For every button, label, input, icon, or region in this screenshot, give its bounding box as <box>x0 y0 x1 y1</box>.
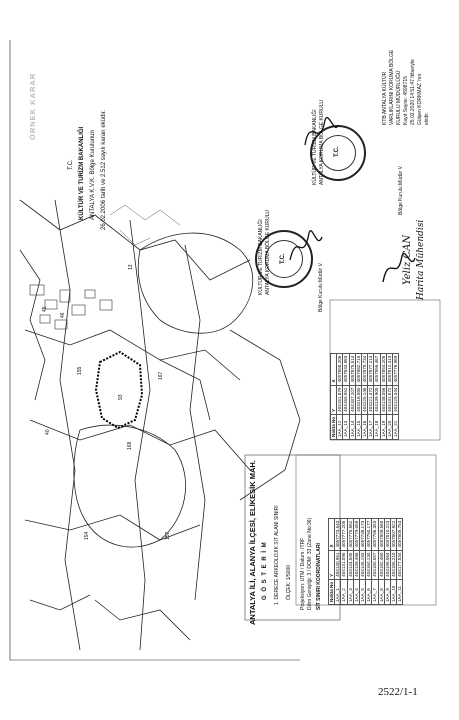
approval-line-1: KTB ANTALYA KÜLTÜR <box>382 71 388 125</box>
table-cell: 4057882.715 <box>355 353 361 385</box>
coords-header-cell: Y <box>329 550 335 579</box>
table-cell: 1AA_2 <box>341 579 347 604</box>
table-cell: 4057779.059 <box>353 518 359 550</box>
table-cell: 404129.344 <box>393 385 399 414</box>
table-cell: 404225.146 <box>362 385 368 414</box>
site-boundary <box>96 352 142 428</box>
table-row <box>374 353 380 439</box>
parcel-label: 155 <box>77 366 83 375</box>
header-org-line2: KÜLTÜR VE TURİZM BAKANLIĞI <box>79 126 85 220</box>
header-org-line3: ANTALYA K.V.K. Bölge Kurulunun <box>90 130 96 220</box>
table-cell: 404160.552 <box>343 385 349 414</box>
table-cell: 4057875.514 <box>349 353 355 385</box>
table-cell: 404145.193 <box>360 550 366 579</box>
approval-line-5: 25.02.2020 14:51:47 Itibariyle <box>410 59 416 125</box>
table-row <box>355 353 361 439</box>
parcel-label: 40 <box>45 429 51 435</box>
table-row <box>386 353 392 439</box>
table-row <box>337 353 343 439</box>
signature-scribble-1 <box>300 105 340 155</box>
table-cell: 1AA_5 <box>360 579 366 604</box>
table-cell: 1AA_20 <box>386 414 392 439</box>
stamp-2-caption: Bölge Kurulu Müdür V. <box>318 262 324 312</box>
coords-table-left <box>328 518 403 605</box>
table-row <box>366 518 372 604</box>
table-row <box>360 518 366 604</box>
table-cell: 1AA_9 <box>384 579 390 604</box>
table-cell: 1AA_8 <box>378 579 384 604</box>
table-row <box>384 518 390 604</box>
table-cell: 404130.951 <box>335 550 341 579</box>
table-row <box>362 353 368 439</box>
table-cell: 404151.879 <box>337 385 343 414</box>
table-cell: 404177.534 <box>397 550 403 579</box>
table-cell: 404131.572 <box>386 385 392 414</box>
header-decision-line: 26.02.2006 tarih ve 2.512 sayılı kararı eküdir. <box>101 109 107 230</box>
table-cell: 404139.486 <box>353 550 359 579</box>
coords-header-cell: Y <box>331 385 337 414</box>
table-cell: 1AA_15 <box>355 414 361 439</box>
parcel-label: 13 <box>128 264 134 270</box>
stamp-2-bottom-text: ANTALYA KORUMA BÖLGE KURULU <box>265 209 271 295</box>
table-cell: 1AA_13 <box>343 414 349 439</box>
table-cell: 4057746.173 <box>360 518 366 550</box>
stamp-1-ring-text: KÜLTÜR VE TURİZM BAKANLIĞI <box>312 109 318 185</box>
table-cell: 1AA_7 <box>372 579 378 604</box>
table-cell: 1AA_1 <box>335 579 341 604</box>
table-cell: 404187.207 <box>349 385 355 414</box>
table-cell: 4057807.922 <box>391 518 397 550</box>
coords-header-cell: X <box>329 518 335 550</box>
parcel-label: 154 <box>84 531 90 540</box>
table-cell: 4057777.205 <box>341 518 347 550</box>
coords-header-cell: Nokta No <box>329 579 335 604</box>
table-row <box>353 518 359 604</box>
table-row <box>341 518 347 604</box>
table-cell: 4057776.969 <box>393 353 399 385</box>
parcel-label: 157 <box>165 531 171 540</box>
table-cell: 4057770.552 <box>347 518 353 550</box>
table-cell: 404218.580 <box>355 385 361 414</box>
coords-table-right <box>330 353 399 440</box>
table-row <box>393 353 399 439</box>
table-row <box>347 518 353 604</box>
table-cell: 1AA_3 <box>347 579 353 604</box>
table-cell: 404195.064 <box>384 550 390 579</box>
table-row <box>335 518 341 604</box>
table-cell: 4057877.213 <box>368 353 374 385</box>
legend-title: G Ö S T E R İ M <box>262 541 268 600</box>
stamp-1-caption: Bölge Kurulu Müdür V. <box>398 165 404 215</box>
table-cell: 404192.460 <box>378 550 384 579</box>
coords-header-cell: X <box>331 353 337 385</box>
table-cell: 404131.095 <box>341 550 347 579</box>
legend-frame <box>245 455 340 620</box>
coords-title: SİT SINIRI KOORDİNATLARI <box>316 543 322 610</box>
table-cell: 404180.557 <box>372 550 378 579</box>
table-cell: 1AA_19 <box>380 414 386 439</box>
table-cell: 4057812.413 <box>386 353 392 385</box>
table-cell: 4057786.353 <box>372 518 378 550</box>
table-cell: 1AA_18 <box>374 414 380 439</box>
table-cell: 4057833.983 <box>343 353 349 385</box>
stamp-2-ring-text: KÜLTÜR VE TURİZM BAKANLIĞI <box>258 219 264 295</box>
parcel-label: 168 <box>127 441 133 450</box>
stamp-1-bottom-text: ANTALYA KORUMA BÖLGE KURULU <box>319 99 325 185</box>
table-cell: 1AA_14 <box>349 414 355 439</box>
scale-text: ÖLÇEK: 1/5000 <box>286 564 292 600</box>
faded-header: ÖRNEK KARAR <box>28 72 37 140</box>
table-row <box>378 518 384 604</box>
table-cell: 1AA_10 <box>391 579 397 604</box>
page-number: 2522/1-1 <box>378 686 418 698</box>
table-cell: 404139.905 <box>374 385 380 414</box>
table-cell: 404160.130 <box>366 550 372 579</box>
table-cell: 4057810.223 <box>384 518 390 550</box>
table-cell: 1AA_4 <box>353 579 359 604</box>
parcel-label: 93 <box>118 394 124 400</box>
approval-line-6: Gülşen KORKMAZ 'nın <box>417 73 423 125</box>
table-cell: 1AA_16 <box>362 414 368 439</box>
table-row <box>397 518 403 604</box>
table-row <box>380 353 386 439</box>
table-row <box>349 353 355 439</box>
signature-scribble-2 <box>285 215 325 270</box>
approval-line-2: VARLIKLARINI KORUMA BÖLGE <box>389 49 395 125</box>
table-cell: 4057854.205 <box>380 353 386 385</box>
table-cell: 1AA_17 <box>368 414 374 439</box>
table-cell: 4057750.177 <box>366 518 372 550</box>
table-row <box>368 353 374 439</box>
table-cell: 1AA_12 <box>337 414 343 439</box>
site-title: ANTALYA İLİ, ALANYA İLÇESİ, ELİKESİK MAH. <box>248 460 257 625</box>
table-cell: 4057773.543 <box>335 518 341 550</box>
parcel-label: 167 <box>158 371 164 380</box>
approval-line-3: KURULU MÜDÜRLÜĞÜ <box>396 70 402 125</box>
stamp-1-top-text: T.C. <box>334 146 340 157</box>
signature-name: Yeliz CAN <box>402 234 413 285</box>
table-cell: 404221.372 <box>368 385 374 414</box>
parcel-label: 45 <box>42 306 48 312</box>
coords-header-cell: Nokta No <box>331 414 337 439</box>
table-row <box>343 353 349 439</box>
table-cell: 1AA_11 <box>397 579 403 604</box>
approval-line-7: ekidir. <box>424 111 430 125</box>
table-cell: 404185.210 <box>391 550 397 579</box>
table-cell: 4057858.206 <box>337 353 343 385</box>
approval-line-4: Kayıt Sayısı: 4598715 <box>403 76 409 125</box>
table-cell: 1AA_6 <box>366 579 372 604</box>
header-org-line1: T.C. <box>68 159 74 170</box>
table-cell: 4057879.734 <box>362 353 368 385</box>
table-cell: 4057805.753 <box>397 518 403 550</box>
parcel-label: 46 <box>60 312 66 318</box>
stamp-2-top-text: T.C. <box>280 253 286 264</box>
signature-title: Harita Mühendisi <box>416 219 426 300</box>
table-cell: 1AA_21 <box>393 414 399 439</box>
projection-line-1: Projeksiyon: UTM / Datum: ITRF <box>300 537 306 610</box>
table-cell: 404148.056 <box>380 385 386 414</box>
table-row <box>372 518 378 604</box>
projection-line-2: Dilim Genişliği: 3 / DOM: 33 (Zone No:36) <box>307 517 313 610</box>
table-cell: 4057809.560 <box>378 518 384 550</box>
table-cell: 4057856.467 <box>374 353 380 385</box>
table-row <box>391 518 397 604</box>
legend-item: 1. DERECE ARKEOLOJİK SİT ALANI SINIRI <box>274 505 280 605</box>
table-cell: 404134.505 <box>347 550 353 579</box>
